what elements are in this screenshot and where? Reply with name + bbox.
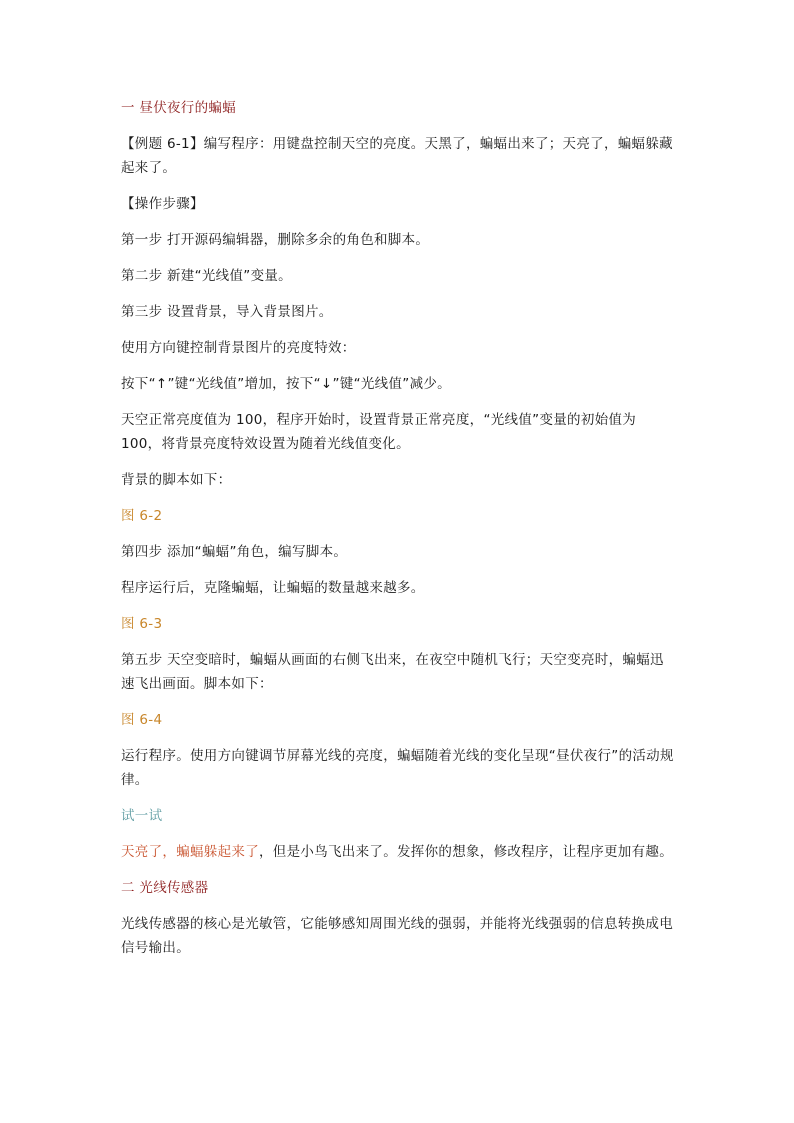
clone-paragraph: 程序运行后，克隆蝙蝠，让蝙蝠的数量越来越多。: [121, 580, 425, 596]
step-2: 第二步 新建“光线值”变量。: [121, 268, 292, 284]
step-4: 第四步 添加“蝙蝠”角色，编写脚本。: [121, 544, 348, 560]
try-it-paragraph: [121, 840, 677, 864]
try-it-rest: ，但是小鸟飞出来了。发挥你的想象，修改程序，让程序更加有趣。: [259, 844, 673, 860]
run-paragraph: 运行程序。使用方向键调节屏幕光线的亮度，蝙蝠随着光线的变化呈现“昼伏夜行”的活动规律。: [121, 748, 674, 788]
normal-brightness-paragraph: 天空正常亮度值为 100，程序开始时，设置背景正常亮度，“光线值”变量的初始值为 100，将背景亮度特效设置为随着光线值变化。: [121, 412, 641, 452]
step-1: 第一步 打开源码编辑器，删除多余的角色和脚本。: [121, 232, 430, 248]
figure-6-4-caption: 图 6-4: [121, 712, 163, 728]
try-it-heading: 试一试: [121, 808, 163, 824]
figure-6-3-caption: 图 6-3: [121, 616, 163, 632]
try-it-highlight: 天亮了，蝙蝠躲起来了: [121, 844, 259, 860]
section-2-heading: 二 光线传感器: [121, 880, 209, 896]
steps-heading: 【操作步骤】: [121, 196, 204, 212]
example-statement: 【例题 6-1】编写程序：用键盘控制天空的亮度。天黑了，蝙蝠出来了；天亮了，蝙蝠躲藏起来了。: [121, 136, 673, 176]
figure-6-2-caption: 图 6-2: [121, 508, 163, 524]
control-intro: 使用方向键控制背景图片的亮度特效：: [121, 340, 356, 356]
step-5: 第五步 天空变暗时，蝙蝠从画面的右侧飞出来，在夜空中随机飞行；天空变亮时，蝙蝠迅速飞出画面。脚本如下：: [121, 652, 664, 692]
step-3: 第三步 设置背景，导入背景图片。: [121, 304, 333, 320]
section-1-heading: 一 昼伏夜行的蝙蝠: [121, 100, 236, 116]
sensor-description: 光线传感器的核心是光敏管，它能够感知周围光线的强弱，并能将光线强弱的信息转换成电信号输出。: [121, 916, 673, 956]
document-body: [121, 96, 677, 972]
key-instructions: 按下“↑”键“光线值”增加，按下“↓”键“光线值”减少。: [121, 376, 451, 392]
background-script-label: 背景的脚本如下：: [121, 472, 232, 488]
